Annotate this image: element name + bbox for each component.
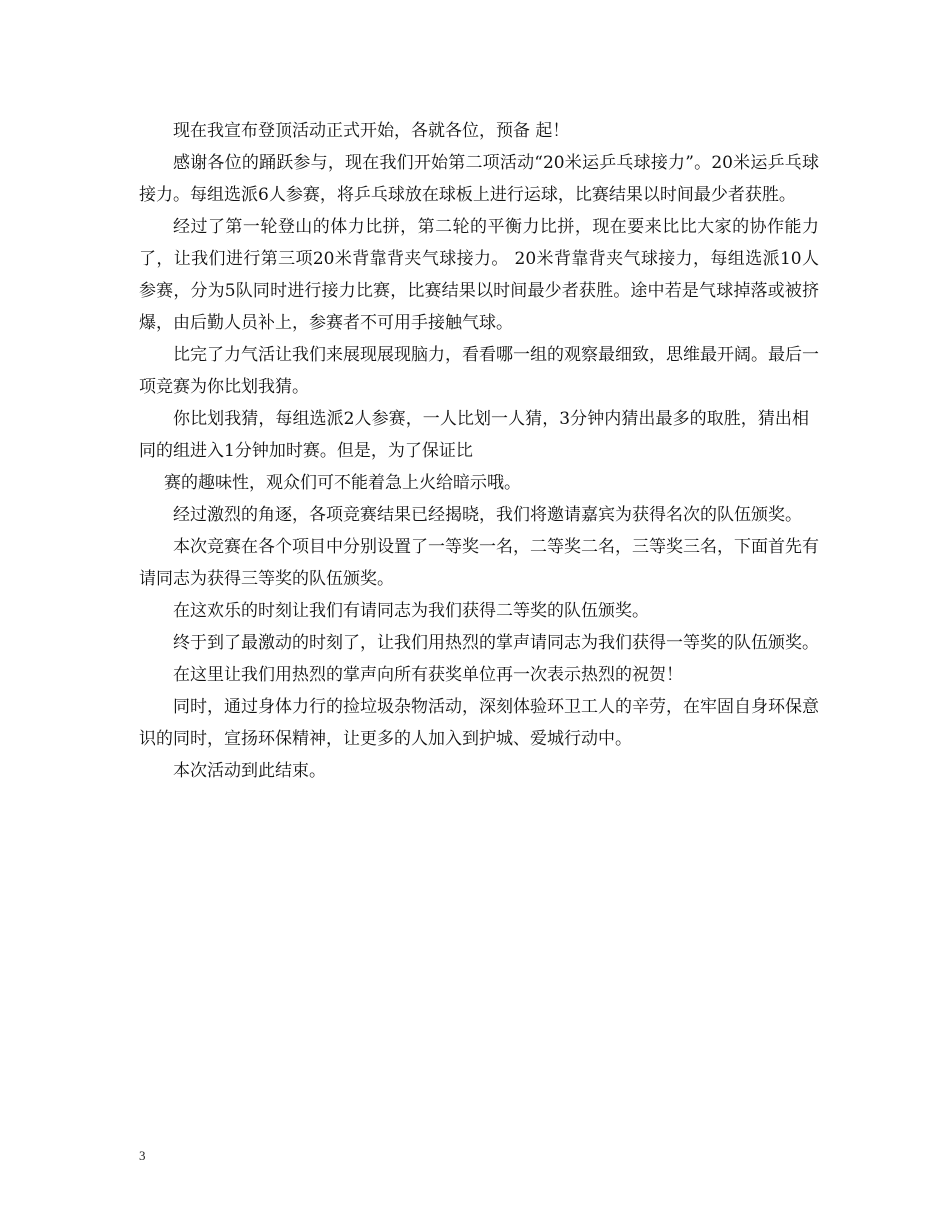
paragraph-charades-rules: 你比划我猜，每组选派2人参赛，一人比划一人猜，3分钟内猜出最多的取胜，猜出相同的组进入1分钟加时赛。但是，为了保证比 bbox=[139, 409, 809, 461]
paragraph-brain-intro: 比完了力气活让我们来展现展现脑力，看看哪一组的观察最细致，思维最开阔。最后一项竞赛为你比划我猜。 bbox=[139, 345, 819, 397]
paragraph-environmental: 同时，通过身体力行的捡垃圾杂物活动，深刻体验环卫工人的辛劳，在牢固自身环保意识的同时，宣扬环保精神，让更多的人加入到护城、爱城行动中。 bbox=[139, 697, 819, 749]
paragraph-prize-setup: 本次竞赛在各个项目中分别设置了一等奖一名，二等奖二名，三等奖三名，下面首先有请同志为获得三等奖的队伍颁奖。 bbox=[139, 537, 819, 589]
paragraph-results-announced: 经过激烈的角逐，各项竞赛结果已经揭晓，我们将邀请嘉宾为获得名次的队伍颁奖。 bbox=[173, 505, 802, 525]
document-body bbox=[139, 115, 819, 787]
paragraph-balloon-relay: 经过了第一轮登山的体力比拼，第二轮的平衡力比拼，现在要来比比大家的协作能力了，让我们进行第三项20米背靠背夹气球接力。 20米背靠背夹气球接力，每组选派10人参赛，分为5队同时进行接力比赛，比赛结果以时间最少者获胜。途中若是气球掉落或被挤爆，由后勤人员补上，参赛者不可用手接触气球。 bbox=[139, 217, 819, 333]
paragraph-closing: 本次活动到此结束。 bbox=[173, 761, 326, 781]
paragraph-second-prize: 在这欢乐的时刻让我们有请同志为我们获得二等奖的队伍颁奖。 bbox=[173, 601, 649, 621]
paragraph-charades-continuation: 赛的趣味性，观众们可不能着急上火给暗示哦。 bbox=[164, 473, 521, 493]
paragraph-congratulations: 在这里让我们用热烈的掌声向所有获奖单位再一次表示热烈的祝贺！ bbox=[173, 665, 683, 685]
paragraph-first-prize: 终于到了最激动的时刻了，让我们用热烈的掌声请同志为我们获得一等奖的队伍颁奖。 bbox=[173, 633, 819, 653]
paragraph-start-announcement: 现在我宣布登顶活动正式开始，各就各位，预备 起！ bbox=[173, 121, 570, 141]
paragraph-pingpong-relay: 感谢各位的踊跃参与，现在我们开始第二项活动“20米运乒乓球接力”。20米运乒乓球接力。每组选派6人参赛，将乒乓球放在球板上进行运球，比赛结果以时间最少者获胜。 bbox=[139, 153, 819, 205]
page-number: 3 bbox=[139, 1148, 146, 1163]
